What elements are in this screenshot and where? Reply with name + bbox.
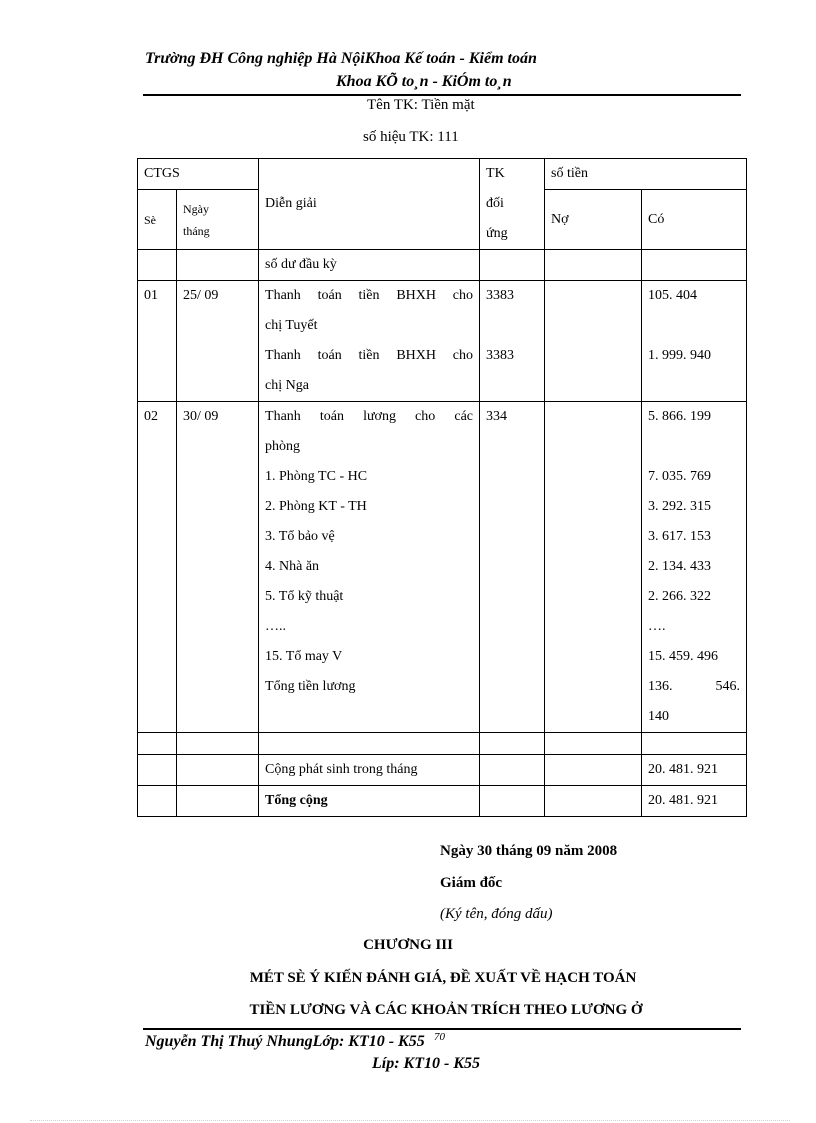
contra-account-cell: 334 <box>480 402 545 733</box>
ledger-group-02 <box>138 402 747 733</box>
opening-balance-label: số dư đầu kỳ <box>259 250 480 281</box>
header-rule <box>143 94 741 96</box>
description-cell: Thanh toán tiền BHXH cho chị Tuyết Thanh toán tiền BHXH cho chị Nga <box>259 281 480 402</box>
contra-account-cell: 3383 3383 <box>480 281 545 402</box>
footer-author-line: Nguyễn Thị Thuý NhungLớp: KT10 - K55 <box>145 1033 425 1050</box>
col-tk-doi-ung: TK đối ứng <box>480 159 545 250</box>
signature-role: Giám đốc <box>440 875 503 891</box>
description-cell: Thanh toán lương cho các phòng 1. Phòng TC - HC 2. Phòng KT - TH 3. Tổ bảo vệ 4. Nhà ăn 5. Tổ kỹ thuật ….. 15. Tổ may V Tổng tiền lương <box>259 402 480 733</box>
month-total-label: Cộng phát sinh trong tháng <box>259 755 480 786</box>
col-so-tien: số tiền <box>545 159 747 190</box>
account-number: số hiệu TK: 111 <box>363 129 459 145</box>
chapter-title: CHƯƠNG III <box>363 937 453 953</box>
footer-class-line: Líp: KT10 - K55 <box>372 1055 480 1072</box>
col-co: Có <box>642 190 747 250</box>
voucher-date: 30/ 09 <box>177 402 259 733</box>
cash-ledger-table <box>137 158 747 817</box>
col-no: Nợ <box>545 190 642 250</box>
debit-cell <box>545 402 642 733</box>
opening-balance-row <box>138 250 747 281</box>
col-dien-giai: Diễn giải <box>259 159 480 250</box>
month-total-value: 20. 481. 921 <box>642 755 747 786</box>
header-faculty-line: Khoa KÕ to¸n - KiÓm to¸n <box>336 73 512 90</box>
empty-row <box>138 733 747 755</box>
chapter-heading-line-1: MÉT SÈ Ý KIẾN ĐÁNH GIÁ, ĐỀ XUẤT VỀ HẠCH TOÁN <box>249 970 637 986</box>
signature-date: Ngày 30 tháng 09 năm 2008 <box>440 843 618 859</box>
chapter-heading-line-2: TIỀN LƯƠNG VÀ CÁC KHOẢN TRÍCH THEO LƯƠNG Ở <box>249 1002 643 1018</box>
grand-total-value: 20. 481. 921 <box>642 786 747 817</box>
account-name: Tên TK: Tiền mặt <box>367 97 475 113</box>
signature-note: (Ký tên, đóng dấu) <box>440 906 553 922</box>
col-ngay-thang: Ngày tháng <box>177 190 259 250</box>
credit-cell: 5. 866. 199 7. 035. 769 3. 292. 315 3. 617. 153 2. 134. 433 2. 266. 322 …. 15. 459. 496 136. 546. 140 <box>642 402 747 733</box>
page-edge-divider <box>30 1120 790 1121</box>
voucher-number: 02 <box>138 402 177 733</box>
voucher-number: 01 <box>138 281 177 402</box>
grand-total-label: Tổng cộng <box>259 786 480 817</box>
header-school-line: Trường ĐH Công nghiệp Hà NộiKhoa Kế toán - Kiểm toán <box>145 50 537 67</box>
col-se: Sè <box>138 190 177 250</box>
ledger-group-01 <box>138 281 747 402</box>
col-ctgs: CTGS <box>138 159 259 190</box>
header-row-1 <box>138 159 747 190</box>
debit-cell <box>545 281 642 402</box>
footer-rule <box>143 1028 741 1030</box>
month-total-row <box>138 755 747 786</box>
grand-total-row <box>138 786 747 817</box>
page-number: 70 <box>434 1031 445 1043</box>
credit-cell: 105. 404 1. 999. 940 <box>642 281 747 402</box>
voucher-date: 25/ 09 <box>177 281 259 402</box>
